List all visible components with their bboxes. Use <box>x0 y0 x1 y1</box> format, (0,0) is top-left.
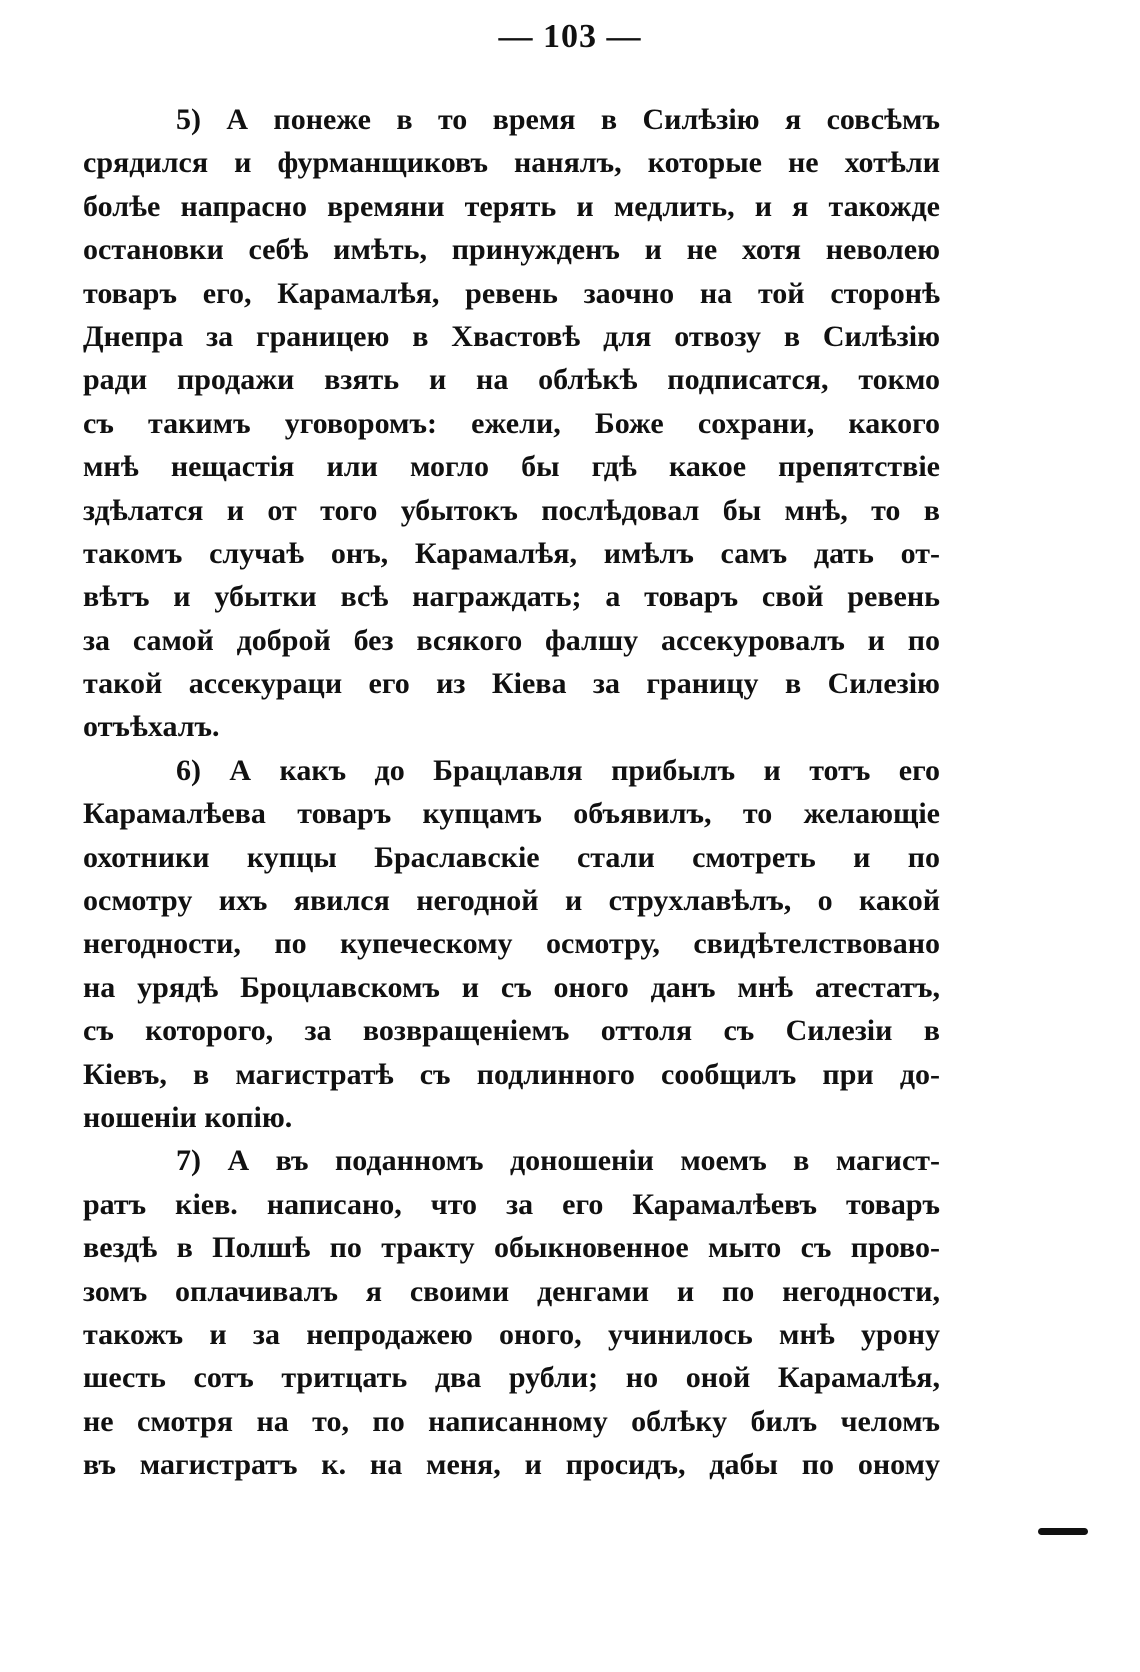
text-line: осмотру ихъ явился негодной и струхлавѣлъ, о какой <box>83 884 940 918</box>
text-line: отъѣхалъ. <box>83 710 220 744</box>
text-line: 6) А какъ до Брацлавля прибылъ и тотъ его <box>176 753 940 787</box>
text-line: въ магистратъ к. на меня, и просидъ, дабы по оному <box>83 1448 940 1482</box>
text-line: товаръ его, Карамалѣя, ревень заочно на той сторонѣ <box>83 276 940 310</box>
text-line: болѣе напрасно времяни терять и медлить, и я такожде <box>83 189 940 223</box>
text-line: зомъ оплачивалъ я своими денгами и по негодности, <box>83 1274 940 1308</box>
page-number: — 103 — <box>498 18 642 55</box>
text-line: охотники купцы Браславскіе стали смотреть и по <box>83 840 940 874</box>
text-line: срядился и фурманщиковъ нанялъ, которые не хотѣли <box>83 146 940 180</box>
text-line: вѣтъ и убытки всѣ награждать; а товаръ свой ревень <box>83 580 940 614</box>
text-line: Карамалѣева товаръ купцамъ объявилъ, то желающіе <box>83 797 940 831</box>
text-line: ратъ кіев. написано, что за его Карамалѣевъ товаръ <box>83 1187 940 1221</box>
text-line: Днепра за границею в Хвастовѣ для отвозу в Силѣзію <box>83 319 940 353</box>
text-line: съ которого, за возвращеніемъ оттоля съ Силезіи в <box>83 1014 940 1048</box>
text-line: съ такимъ уговоромъ: ежели, Боже сохрани, какого <box>83 406 940 440</box>
text-line: за самой доброй без всякого фалшу ассекуровалъ и по <box>83 623 940 657</box>
print-mark <box>1038 1528 1088 1535</box>
body-text <box>83 98 940 1487</box>
text-line: такомъ случаѣ онъ, Карамалѣя, имѣлъ самъ дать от- <box>83 536 940 570</box>
paragraph-7 <box>83 1139 940 1486</box>
text-line: на урядѣ Броцлавскомъ и съ оного данъ мнѣ атестатъ, <box>83 970 940 1004</box>
text-line: мнѣ нещастія или могло бы гдѣ какое препятствіе <box>83 450 940 484</box>
text-line: здѣлатся и от того убытокъ послѣдовал бы мнѣ, то в <box>83 493 940 527</box>
paragraph-5 <box>83 98 940 749</box>
text-line: негодности, по купеческому осмотру, свидѣтелствовано <box>83 927 940 961</box>
text-line: шесть сотъ тритцать два рубли; но оной Карамалѣя, <box>83 1361 940 1395</box>
text-line: остановки себѣ имѣть, принужденъ и не хотя неволею <box>83 233 940 267</box>
text-line: вездѣ в Полшѣ по тракту обыкновенное мыто съ прово- <box>83 1231 940 1265</box>
text-line: 7) А въ поданномъ доношеніи моемъ в магист- <box>176 1144 940 1178</box>
text-line: ради продажи взять и на облѣкѣ подписатся, токмо <box>83 363 940 397</box>
text-line: 5) А понеже в то время в Силѣзію я совсѣмъ <box>176 103 940 136</box>
text-line: не смотря на то, по написанному облѣку билъ челомъ <box>83 1404 940 1438</box>
paragraph-6 <box>83 749 940 1140</box>
text-line: такой ассекураци его из Кіева за границу в Силезію <box>83 667 940 701</box>
text-line: ношеніи копію. <box>83 1100 293 1134</box>
text-line: такожъ и за непродажею оного, учинилось мнѣ урону <box>83 1317 940 1351</box>
text-line: Кіевъ, в магистратѣ съ подлинного сообщилъ при до- <box>83 1057 940 1091</box>
